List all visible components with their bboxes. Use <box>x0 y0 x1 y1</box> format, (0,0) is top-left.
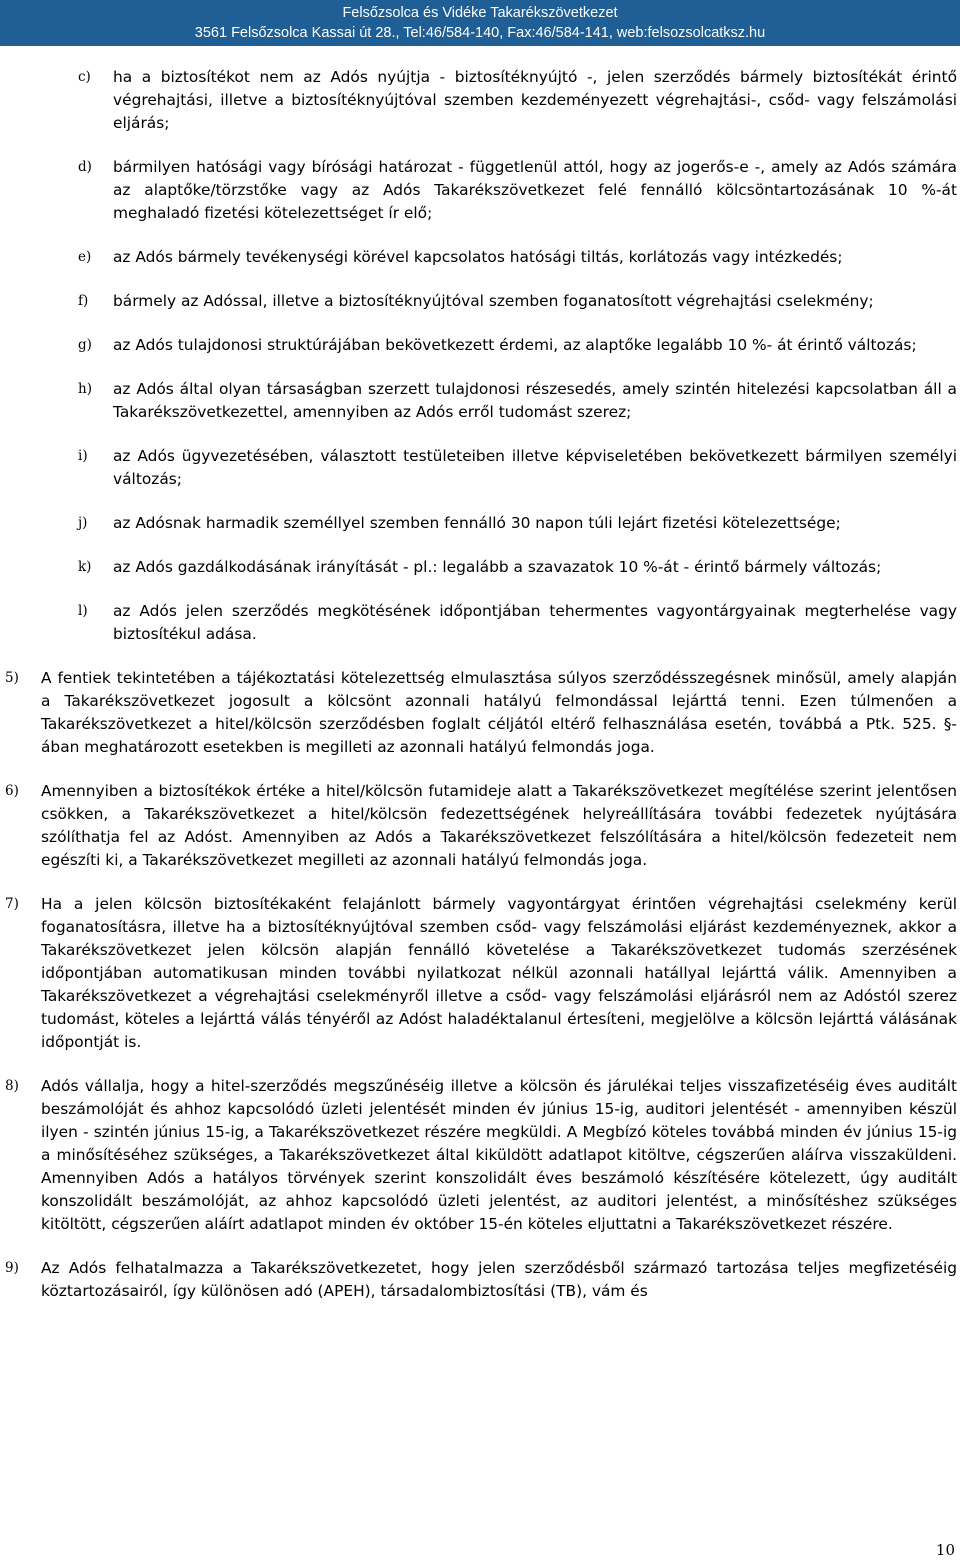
item-text: az Adós által olyan társaságban szerzett tulajdonosi részesedés, amely szintén hitelezési kapcsolatban áll a Takarékszövetkezettel, amennyiben az Adós erről tudomást szerez; <box>113 380 957 421</box>
item-marker: l) <box>78 603 88 619</box>
list-item <box>0 556 960 579</box>
numbered-item-list <box>0 667 960 1303</box>
item-text: Amennyiben a biztosítékok értéke a hitel/kölcsön futamideje alatt a Takarékszövetkezet megítélése szerint jelentősen csökken, a Takarékszövetkezet a hitel/kölcsön fedezettségének helyreállítására további fedezetek nyújtására szólíthatja fel az Adóst. Amennyiben az Adós a Takarékszövetkezet felszólítására a hitel/kölcsön fedezeteit nem egészíti ki, a Takarékszövetkezet megilleti az azonnali hatályú felmondás joga. <box>41 782 957 869</box>
list-item <box>0 156 960 225</box>
item-marker: c) <box>78 69 91 85</box>
item-marker: 9) <box>5 1260 19 1276</box>
item-text: ha a biztosítékot nem az Adós nyújtja - biztosítéknyújtó -, jelen szerződés bármely biztosítékát érintő végrehajtási, illetve a biztosítéknyújtóval szemben kezdeményezett végrehajtási-, csőd- vagy felszámolási eljárás; <box>113 68 957 132</box>
numbered-paragraph <box>0 780 960 872</box>
item-marker: 8) <box>5 1078 19 1094</box>
list-item <box>0 66 960 135</box>
letterhead <box>0 0 960 46</box>
item-marker: 7) <box>5 896 19 912</box>
numbered-paragraph <box>0 667 960 759</box>
document-body <box>0 66 960 1324</box>
numbered-paragraph <box>0 1075 960 1236</box>
numbered-paragraph <box>0 893 960 1054</box>
item-text: bármely az Adóssal, illetve a biztosítéknyújtóval szemben foganatosított végrehajtási cselekmény; <box>113 292 874 310</box>
item-text: az Adós tulajdonosi struktúrájában bekövetkezett érdemi, az alaptőke legalább 10 %- át érintő változás; <box>113 336 917 354</box>
item-text: A fentiek tekintetében a tájékoztatási kötelezettség elmulasztása súlyos szerződésszegésnek minősül, amely alapján a Takarékszövetkezet jogosult a kölcsönt azonnali hatályú felmondással lejárttá tenni. Ezen túlmenően a Takarékszövetkezet a hitel/kölcsön szerződésben foglalt céljától eltérő felhasználása esetén, továbbá a Ptk. 525. §-ában meghatározott esetekben is megilleti az azonnali hatályú felmondás joga. <box>41 669 957 756</box>
company-name: Felsőzsolca és Vidéke Takarékszövetkezet <box>342 5 618 21</box>
item-text: Az Adós felhatalmazza a Takarékszövetkezetet, hogy jelen szerződésből származó tartozása teljes megfizetéséig köztartozásairól, így különösen adó (APEH), társadalombiztosítási (TB), vám és <box>41 1259 957 1300</box>
company-contact: 3561 Felsőzsolca Kassai út 28., Tel:46/584-140, Fax:46/584-141, web:felsozsolcatksz.hu <box>194 25 766 41</box>
list-item <box>0 600 960 646</box>
item-marker: e) <box>78 249 92 265</box>
item-marker: k) <box>78 559 92 575</box>
item-text: az Adós bármely tevékenységi körével kapcsolatos hatósági tiltás, korlátozás vagy intézkedés; <box>113 248 843 266</box>
item-marker: h) <box>78 381 92 397</box>
item-text: az Adós jelen szerződés megkötésének időpontjában tehermentes vagyontárgyainak megterhelése vagy biztosítékul adása. <box>113 602 957 643</box>
item-text: Adós vállalja, hogy a hitel-szerződés megszűnéséig illetve a kölcsön és járulékai teljes visszafizetéséig éves auditált beszámolóját és ahhoz kapcsolódó üzleti jelentését minden év június 15-ig, auditori jelentését - amennyiben készül ilyen - szintén június 15-ig, a Takarékszövetkezet részére megküldi. A Megbízó köteles továbbá minden év június 15-ig a minősítéséhez szükséges, a Takarékszövetkezet által kiküldött adatlapot kitöltve, cégszerűen aláírva visszaküldeni. Amennyiben Adós a hatályos törvények szerint konszolidált éves beszámoló készítésére kötelezett, úgy auditált konszolidált beszámolóját, az ahhoz kapcsolódó üzleti jelentést, az auditori jelentést, a minősítéshez szükséges kitöltött, cégszerűen aláírt adatlapot minden év október 15-én köteles eljuttatni a Takarékszövetkezet részére. <box>41 1077 957 1233</box>
item-marker: 6) <box>5 783 19 799</box>
item-text: bármilyen hatósági vagy bírósági határozat - függetlenül attól, hogy az jogerős-e -, amely az Adós számára az alaptőke/törzstőke vagy az Adós Takarékszövetkezet felé fennálló kölcsöntartozásának 10 %-át meghaladó fizetési kötelezettséget ír elő; <box>113 158 957 222</box>
item-text: az Adós gazdálkodásának irányítását - pl.: legalább a szavazatok 10 %-át - érintő bármely változás; <box>113 558 882 576</box>
item-text: Ha a jelen kölcsön biztosítékaként felajánlott bármely vagyontárgyat érintően végrehajtási cselekmény kerül foganatosításra, illetve ha a biztosítéknyújtóval szemben csőd- vagy felszámolási eljárást kezdeményeznek, akkor a Takarékszövetkezet jelen kölcsön alapján fennálló követelése a Takarékszövetkezet tudomás szerzésének időpontjában automatikusan minden további nyilatkozat nélkül azonnali hatállyal lejárttá válik. Amennyiben a Takarékszövetkezet a végrehajtási cselekményről illetve a csőd- vagy felszámolási eljárásról nem az Adóstól szerez tudomást, köteles a lejárttá válás tényéről az Adóst haladéktalanul értesíteni, megjelölve a kölcsön lejárttá válásának időpontját is. <box>41 895 957 1051</box>
list-item <box>0 290 960 313</box>
list-item <box>0 246 960 269</box>
item-text: az Adós ügyvezetésében, választott testületeiben illetve képviseletében bekövetkezett bármilyen személyi változás; <box>113 447 957 488</box>
item-marker: j) <box>78 515 88 531</box>
item-marker: 5) <box>5 670 19 686</box>
item-marker: f) <box>78 293 89 309</box>
numbered-paragraph <box>0 1257 960 1303</box>
list-item <box>0 445 960 491</box>
list-item <box>0 334 960 357</box>
item-text: az Adósnak harmadik személlyel szemben fennálló 30 napon túli lejárt fizetési kötelezettsége; <box>113 514 841 532</box>
item-marker: d) <box>78 159 92 175</box>
item-marker: g) <box>78 337 92 353</box>
page-number: 10 <box>935 1541 955 1559</box>
item-marker: i) <box>78 448 88 464</box>
list-item <box>0 378 960 424</box>
sub-item-list <box>0 66 960 646</box>
list-item <box>0 512 960 535</box>
